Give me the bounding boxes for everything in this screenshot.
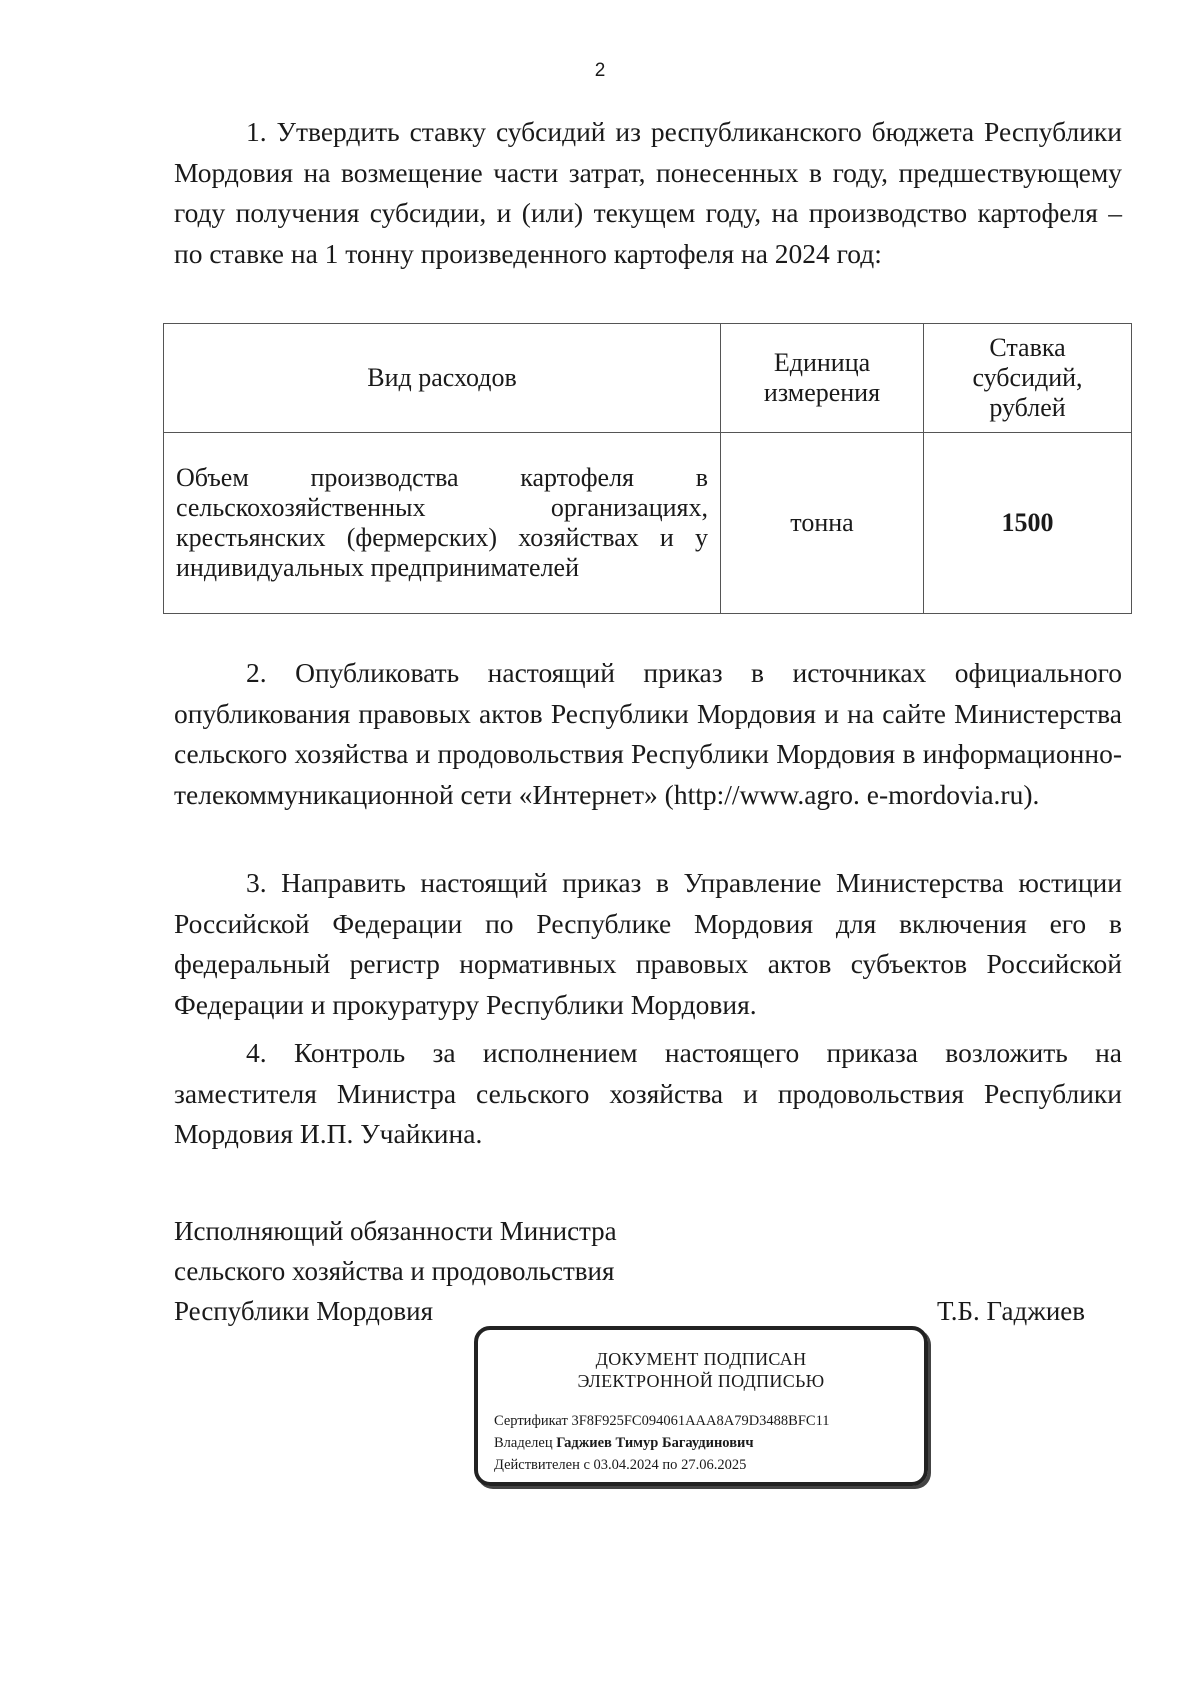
- page-number: 2: [594, 60, 606, 81]
- table-row: [164, 433, 1132, 614]
- cell-rate: 1500: [924, 433, 1132, 614]
- owner-value: Гаджиев Тимур Багаудинович: [556, 1435, 754, 1451]
- valid-to-label: по: [662, 1457, 678, 1473]
- subsidy-rate-table: [163, 323, 1132, 614]
- table-header-row: [164, 324, 1132, 433]
- stamp-validity-line: [494, 1454, 924, 1476]
- cell-unit: тонна: [721, 433, 924, 614]
- stamp-title: [478, 1348, 924, 1392]
- paragraph-2: 2. Опубликовать настоящий приказ в источниках официального опубликования правовых актов Республики Мордовия и на сайте Министерства сельского хозяйства и продовольствия Республики Мордовия в информационно-телекоммуникационной сети «Интернет» (http://www.agro. e-mordovia.ru).: [174, 657, 1122, 810]
- signatory-name: Т.Б. Гаджиев: [937, 1296, 1086, 1326]
- signatory-position-line: сельского хозяйства и продовольствия: [174, 1256, 615, 1286]
- cell-expense-type: Объем производства картофеля в сельскохозяйственных организациях, крестьянских (фермерских) хозяйствах и у индивидуальных предпринимателей: [164, 433, 721, 614]
- stamp-owner-line: [494, 1432, 924, 1454]
- paragraph-1: 1. Утвердить ставку субсидий из республиканского бюджета Республики Мордовия на возмещение части затрат, понесенных в году, предшествующему году получения субсидии, и (или) текущем году, на производство картофеля – по ставке на 1 тонну произведенного картофеля на 2024 год:: [174, 116, 1122, 269]
- certificate-value: 3F8F925FC094061AAA8A79D3488BFC11: [571, 1413, 830, 1429]
- stamp-details: [478, 1410, 924, 1476]
- stamp-certificate-line: [494, 1410, 924, 1432]
- header-expense-type: Вид расходов: [164, 324, 721, 433]
- header-rate: Ставка субсидий, рублей: [924, 324, 1132, 433]
- paragraph-3: 3. Направить настоящий приказ в Управление Министерства юстиции Российской Федерации по Республике Мордовия для включения его в федеральный регистр нормативных правовых актов субъектов Российской Федерации и прокуратуру Республики Мордовия.: [174, 867, 1122, 1020]
- valid-to: 27.06.2025: [681, 1457, 747, 1473]
- valid-label: Действителен с: [494, 1457, 590, 1473]
- electronic-signature-stamp: [474, 1326, 928, 1486]
- header-unit: Единица измерения: [721, 324, 924, 433]
- owner-label: Владелец: [494, 1435, 553, 1451]
- paragraph-4: 4. Контроль за исполнением настоящего приказа возложить на заместителя Министра сельского хозяйства и продовольствия Республики Мордовия И.П. Учайкина.: [174, 1037, 1122, 1149]
- certificate-label: Сертификат: [494, 1413, 568, 1429]
- stamp-title-line: ДОКУМЕНТ ПОДПИСАН: [595, 1349, 807, 1369]
- signatory-position-line: Исполняющий обязанности Министра: [174, 1216, 617, 1246]
- signatory-position-line: Республики Мордовия: [174, 1296, 434, 1326]
- stamp-title-line: ЭЛЕКТРОННОЙ ПОДПИСЬЮ: [577, 1371, 825, 1391]
- signatory-position: [174, 1211, 617, 1331]
- valid-from: 03.04.2024: [593, 1457, 659, 1473]
